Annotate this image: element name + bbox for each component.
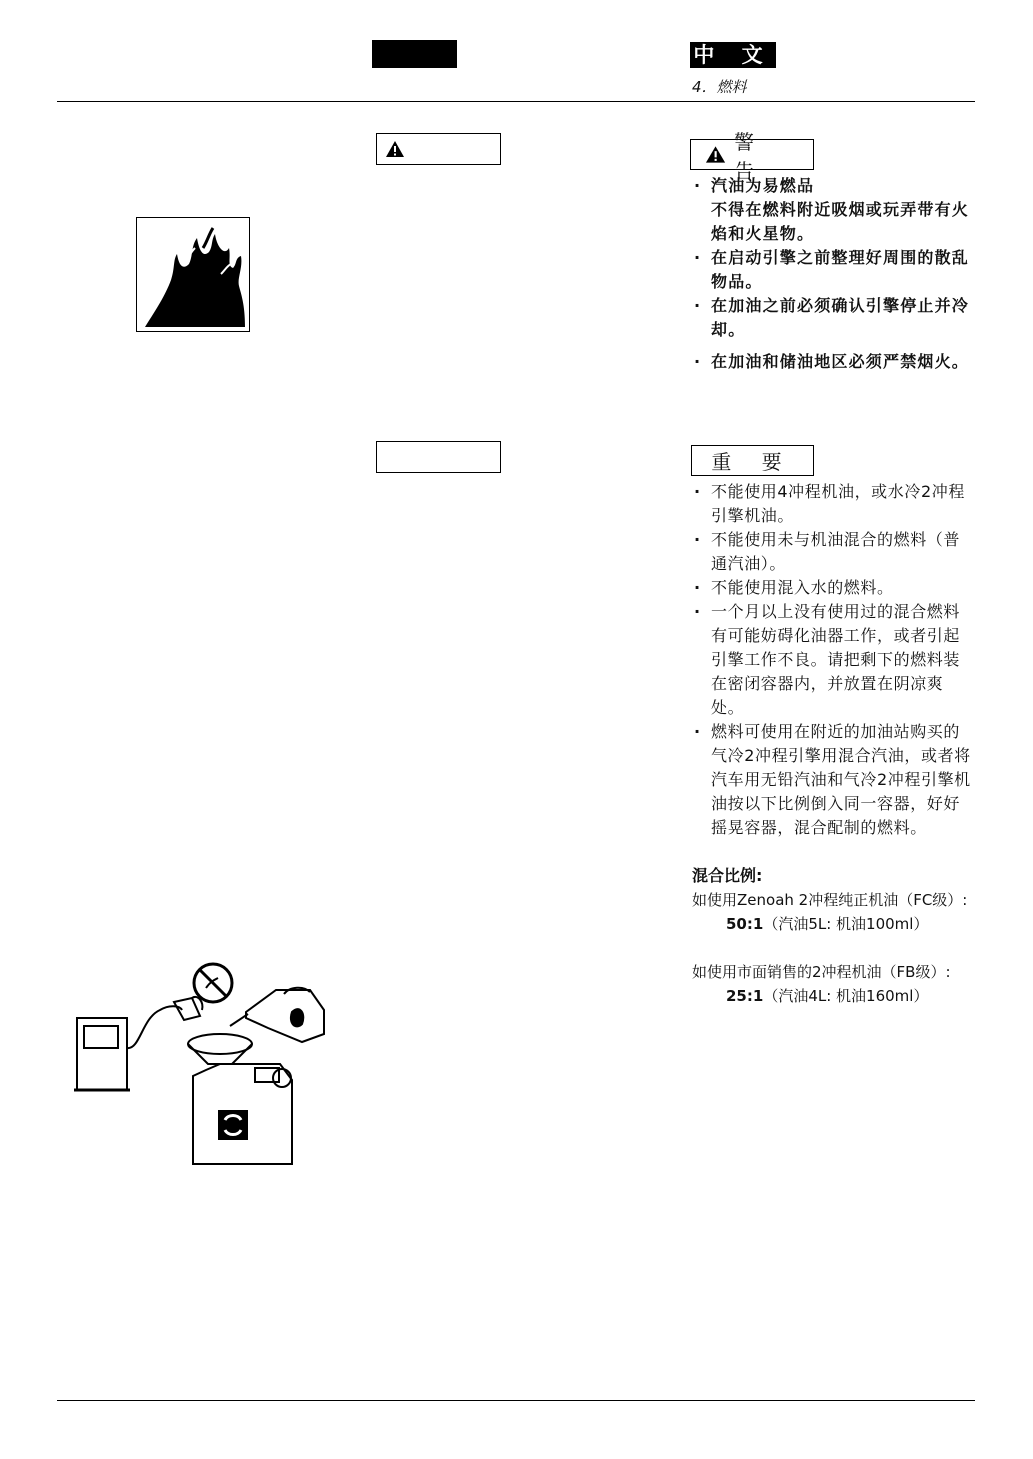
zenoah-ratio: 50:1（汽油5L: 机油100ml） <box>726 915 929 933</box>
no-smoking-icon <box>194 964 232 1002</box>
section-title: 4．燃料 <box>692 78 747 96</box>
column-tab-blank <box>372 40 457 68</box>
warning-triangle-icon <box>385 140 405 158</box>
refueling-illustration <box>70 958 335 1170</box>
market-ratio: 25:1（汽油4L: 机油160ml） <box>726 987 929 1005</box>
important-title: 重 要 <box>711 450 794 474</box>
list-item: · 在启动引擎之前整理好周围的散乱物品。 <box>692 246 972 294</box>
warning-header <box>690 129 814 183</box>
list-item: · 汽油为易燃品 不得在燃料附近吸烟或玩弄带有火焰和火星物。 <box>692 174 972 246</box>
warning-triangle-icon <box>705 145 726 164</box>
zenoah-line: 如使用Zenoah 2冲程纯正机油（FC级）: <box>692 891 968 909</box>
warning-list <box>692 174 972 374</box>
market-line: 如使用市面销售的2冲程机油（FB级）: <box>692 963 951 981</box>
warning-box-blank <box>376 133 501 165</box>
flame-icon <box>136 217 250 332</box>
important-box-blank <box>376 441 501 473</box>
warning-title: 警 告 <box>734 129 767 183</box>
footer-rule <box>57 1400 975 1401</box>
list-item: · 不能使用未与机油混合的燃料（普通汽油）。 <box>692 528 976 576</box>
list-item: · 燃料可使用在附近的加油站购买的气冷2冲程引擎用混合汽油，或者将汽车用无铅汽油和气冷2冲程引擎机油按以下比例倒入同一容器，好好摇晃容器，混合配制的燃料。 <box>692 720 976 840</box>
list-item: · 在加油之前必须确认引擎停止并冷却。 <box>692 294 972 342</box>
list-item: · 不能使用混入水的燃料。 <box>692 576 976 600</box>
header-rule <box>57 101 975 102</box>
list-item: · 在加油和储油地区必须严禁烟火。 <box>692 350 972 374</box>
important-header <box>691 445 814 476</box>
important-list <box>692 480 976 840</box>
mixing-title: 混合比例: <box>692 866 763 885</box>
list-item: · 不能使用4冲程机油，或水冷2冲程引擎机油。 <box>692 480 976 528</box>
mixing-section <box>692 864 992 1008</box>
language-tab: 中 文 <box>690 42 776 68</box>
list-item: · 一个月以上没有使用过的混合燃料有可能妨碍化油器工作，或者引起引擎工作不良。请把剩下的燃料装在密闭容器内，并放置在阴凉爽处。 <box>692 600 976 720</box>
